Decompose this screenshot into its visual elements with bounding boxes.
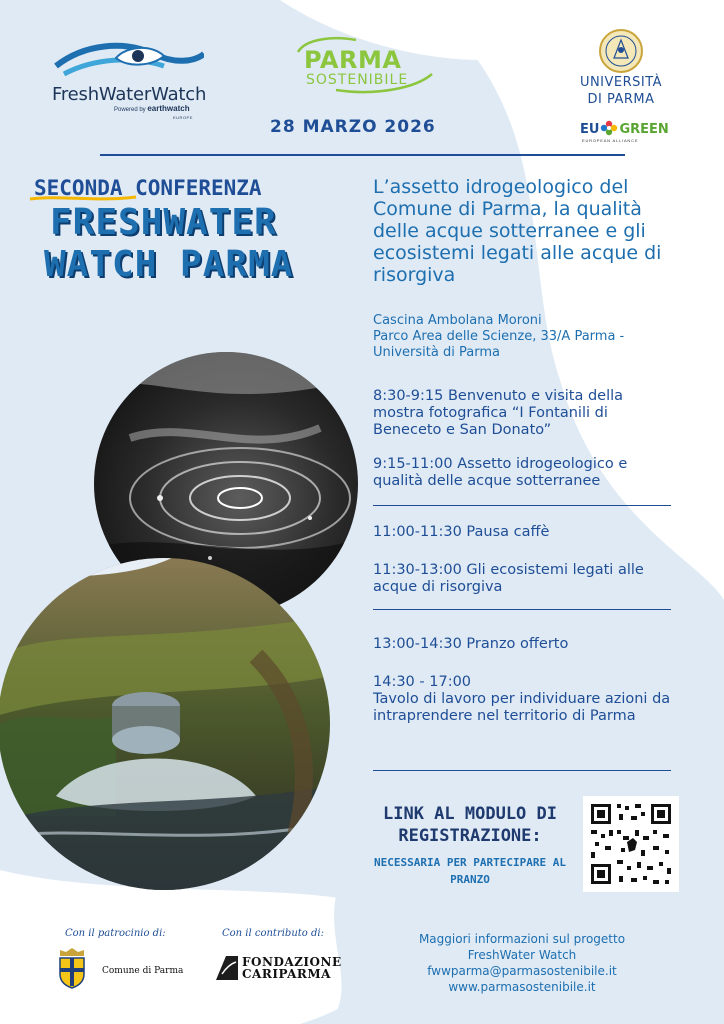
eu-green-subtitle: EUROPEAN ALLIANCE [582, 138, 639, 143]
website-link[interactable]: www.parmasostenibile.it [448, 980, 596, 994]
eu-green-logo [580, 118, 669, 137]
parma-sostenibile-line2: SOSTENIBILE [306, 72, 409, 88]
earthwatch-region: EUROPE [173, 115, 193, 120]
contact-email[interactable]: fwwparma@parmasostenibile.it [427, 964, 617, 978]
comune-di-parma-name: Comune di Parma [102, 966, 184, 976]
info-line1: Maggiori informazioni sul progetto [418, 932, 626, 946]
university-seal-icon [598, 28, 644, 74]
comune-di-parma-crest-icon [50, 946, 94, 990]
registration-subtitle: NECESSARIA PER PARTECIPARE AL PRANZO [373, 856, 567, 886]
program-item-4: 11:30-13:00 Gli ecosistemi legati alle acque di risorgiva [373, 562, 644, 595]
qr-code-icon [583, 796, 679, 892]
fondazione-line1: FONDAZIONE [242, 955, 342, 969]
fondazione-line2: CARIPARMA [242, 967, 331, 981]
eu-green-eu: EU [580, 122, 600, 137]
venue-line2: Parco Area delle Scienze, 33/A Parma - [373, 329, 625, 344]
event-headline: L’assetto idrogeologico del Comune di Parma, la qualità delle acque sotterranee e gli ecosistemi legati alle acque di risorgiva [373, 176, 662, 286]
program-item-3: 11:00-11:30 Pausa caffè [373, 524, 550, 540]
fondazione-cariparma-name [242, 956, 342, 980]
title-line3: WATCH PARMA [44, 244, 294, 285]
earthwatch-brand: earthwatch [147, 104, 190, 113]
university-name [570, 74, 672, 108]
freshwater-watch-logo-icon [54, 36, 204, 78]
header-divider [100, 154, 625, 156]
university-line2: DI PARMA [587, 92, 655, 107]
registration-title: LINK AL MODULO DI REGISTRAZIONE: [383, 804, 557, 846]
venue-line3: Università di Parma [373, 345, 500, 360]
powered-by-text [114, 104, 190, 113]
powered-by-label: Powered by [114, 107, 146, 113]
patrocinio-label: Con il patrocinio di: [65, 928, 166, 939]
program-item-1: 8:30-9:15 Benvenuto e visita della mostra fotografica “I Fontanili di Beneceto e San Donato” [373, 388, 624, 438]
info-line2: FreshWater Watch [467, 948, 577, 962]
eu-green-flower-icon [600, 120, 618, 136]
program-divider-2 [373, 609, 671, 610]
program-item-6 [373, 674, 673, 725]
university-line1: UNIVERSITÀ [579, 75, 663, 90]
title-line1: SECONDA CONFERENZA [34, 176, 262, 200]
program-item-6-time: 14:30 - 17:00 [373, 674, 472, 690]
registration-qr-code[interactable] [583, 796, 679, 892]
program-item-2: 9:15-11:00 Assetto idrogeologico e qualità delle acque sotterranee [373, 456, 628, 489]
fondazione-cariparma-logo-icon [214, 954, 240, 982]
parma-sostenibile-line1: PARMA [304, 46, 402, 74]
venue-line1: Cascina Ambolana Moroni [373, 313, 542, 328]
venue [373, 313, 673, 361]
program-divider-3 [373, 770, 671, 771]
contributo-label: Con il contributo di: [222, 928, 324, 939]
title-line2: FRESHWATER [50, 202, 277, 243]
program-item-5: 13:00-14:30 Pranzo offerto [373, 636, 569, 652]
spring-fountain-photo [0, 556, 332, 892]
freshwater-watch-name: FreshWaterWatch [52, 84, 207, 105]
event-date: 28 MARZO 2026 [270, 117, 436, 137]
eu-green-green: GREEN [619, 122, 669, 137]
footer-info [384, 931, 660, 995]
program-item-6-text: Tavolo di lavoro per individuare azioni da intraprendere nel territorio di Parma [373, 691, 671, 724]
program-divider-1 [373, 505, 671, 506]
